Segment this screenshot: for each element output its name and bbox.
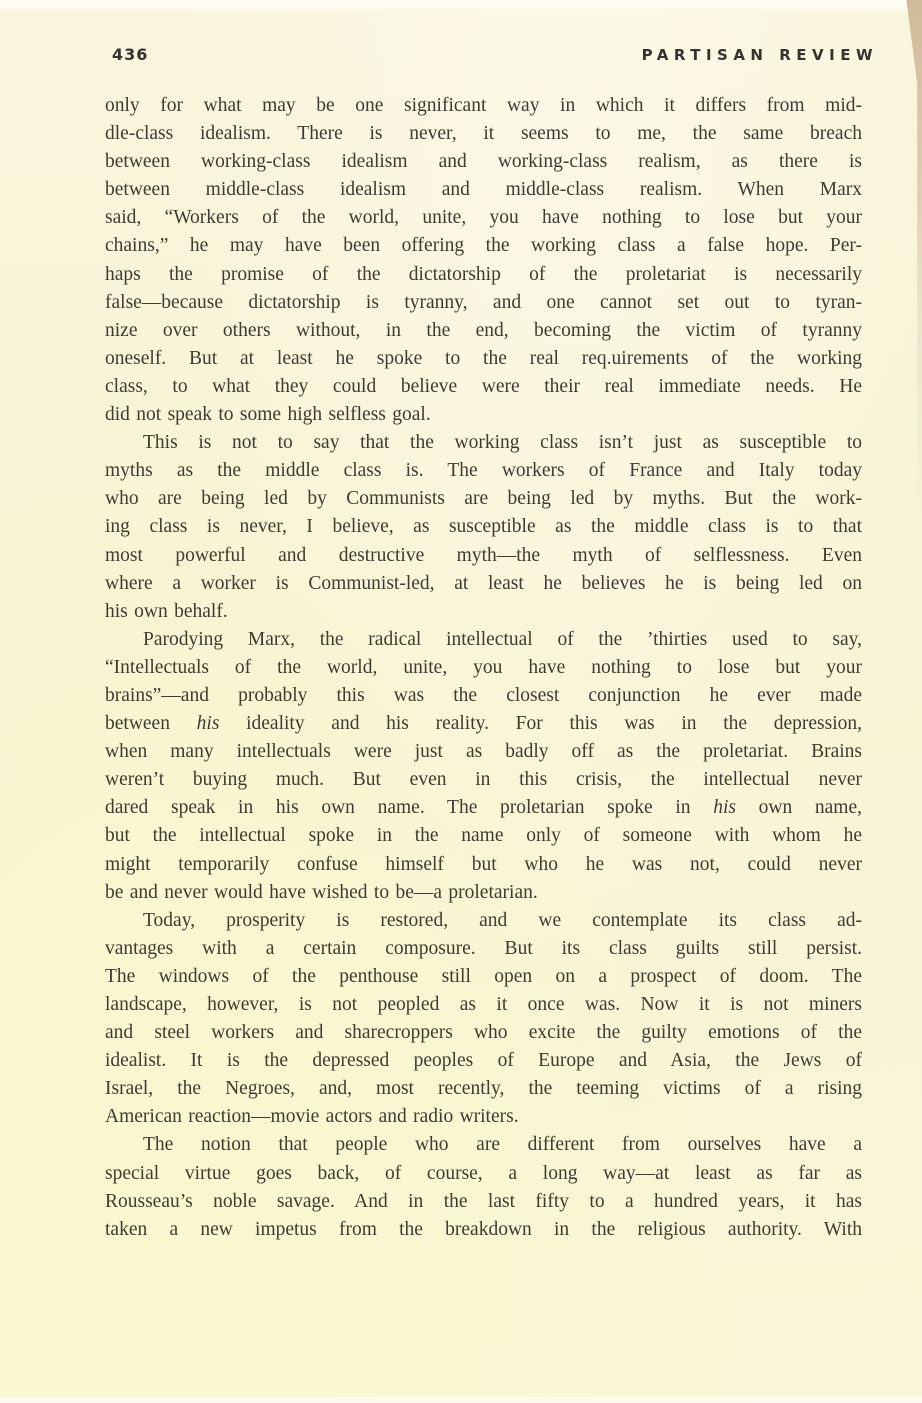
text-line: nize over others without, in the end, becoming the victim of tyranny — [105, 319, 862, 341]
text-line: his own behalf. — [105, 600, 228, 622]
text-line: brains”—and probably this was the closest conjunction he ever made — [105, 684, 862, 706]
paragraph — [105, 626, 862, 907]
running-head — [0, 45, 922, 67]
text-line: where a worker is Communist-led, at least he believes he is being led on — [105, 572, 862, 594]
text-line: false—because dictatorship is tyranny, and one cannot set out to tyran- — [105, 291, 862, 313]
text-line: between his ideality and his reality. For this was in the depression, — [105, 713, 862, 735]
page-number: 436 — [112, 45, 149, 64]
text-line: special virtue goes back, of course, a long way—at least as far as — [105, 1162, 862, 1184]
text-line: between working-class idealism and working-class realism, as there is — [105, 151, 862, 173]
text-line: This is not to say that the working class isn’t just as susceptible to — [143, 432, 862, 454]
text-line: who are being led by Communists are being led by myths. But the work- — [105, 488, 862, 510]
text-line: myths as the middle class is. The workers of France and Italy today — [105, 460, 862, 482]
text-line: did not speak to some high selfless goal. — [105, 404, 431, 426]
text-line: said, “Workers of the world, unite, you have nothing to lose but your — [105, 207, 862, 229]
text-line: between middle-class idealism and middle-class realism. When Marx — [105, 179, 862, 201]
page-corner-shadow — [892, 0, 922, 520]
text-line: but the intellectual spoke in the name only of someone with whom he — [105, 825, 862, 847]
text-line: chains,” he may have been offering the working class a false hope. Per- — [105, 235, 862, 257]
text-line: Today, prosperity is restored, and we contemplate its class ad- — [143, 909, 862, 931]
text-line: taken a new impetus from the breakdown in the religious authority. With — [105, 1218, 862, 1240]
text-line: when many intellectuals were just as badly off as the proletariat. Brains — [105, 741, 862, 763]
text-line: oneself. But at least he spoke to the real req.uirements of the working — [105, 347, 862, 369]
italic-text: his — [713, 797, 736, 819]
paragraph — [105, 429, 862, 626]
page-top-edge — [0, 0, 922, 11]
text-line: The notion that people who are different from ourselves have a — [143, 1134, 862, 1156]
text-line: idealist. It is the depressed peoples of Europe and Asia, the Jews of — [105, 1050, 862, 1072]
paragraph — [105, 1131, 862, 1243]
text-block — [105, 92, 862, 1244]
text-line: class, to what they could believe were their real immediate needs. He — [105, 375, 862, 397]
text-line: landscape, however, is not peopled as it once was. Now it is not miners — [105, 994, 862, 1015]
page-bottom-edge — [0, 1397, 922, 1403]
italic-text: his — [196, 713, 220, 735]
paragraph — [105, 92, 862, 429]
text-line: might temporarily confuse himself but who he was not, could never — [105, 853, 862, 875]
text-line: Rousseau’s noble savage. And in the last fifty to a hundred years, it has — [105, 1190, 862, 1212]
text-line: American reaction—movie actors and radio writers. — [105, 1106, 519, 1128]
text-line: haps the promise of the dictatorship of the proletariat is necessarily — [105, 263, 862, 285]
text-line: dle-class idealism. There is never, it seems to me, the same breach — [105, 123, 862, 145]
text-line: Israel, the Negroes, and, most recently, the teeming victims of a rising — [105, 1078, 862, 1100]
text-line: most powerful and destructive myth—the myth of selflessness. Even — [105, 544, 862, 566]
text-line: dared speak in his own name. The proletarian spoke in his own name, — [105, 797, 862, 819]
text-line: weren’t buying much. But even in this crisis, the intellectual never — [105, 769, 862, 791]
text-line: “Intellectuals of the world, unite, you have nothing to lose but your — [105, 656, 862, 678]
text-line: The windows of the penthouse still open on a prospect of doom. The — [105, 965, 862, 987]
text-line: only for what may be one significant way in which it differs from mid- — [105, 95, 862, 116]
journal-title: PARTISAN REVIEW — [641, 46, 878, 64]
text-line: be and never would have wished to be—a proletarian. — [105, 881, 538, 903]
text-line: and steel workers and sharecroppers who excite the guilty emotions of the — [105, 1022, 862, 1044]
paragraph — [105, 907, 862, 1132]
text-line: vantages with a certain composure. But its class guilts still persist. — [105, 937, 862, 959]
text-line: Parodying Marx, the radical intellectual of the ’thirties used to say, — [143, 628, 862, 650]
text-line: ing class is never, I believe, as susceptible as the middle class is to that — [105, 516, 862, 538]
